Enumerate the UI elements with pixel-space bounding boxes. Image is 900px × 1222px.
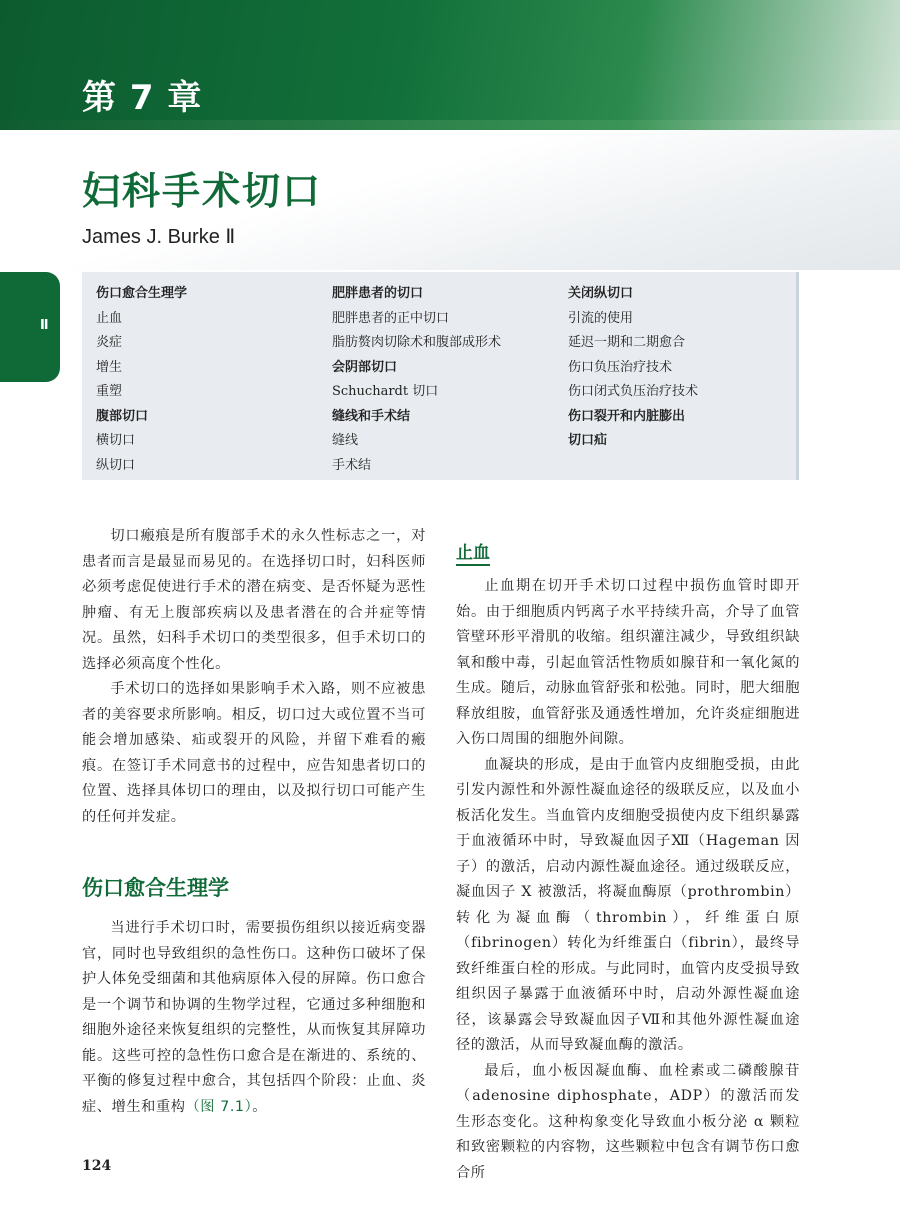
hemostasis-paragraph-2: 血凝块的形成，是由于血管内皮细胞受损，由此引发内源性和外源性凝血途径的级联反应，以及血小板活化发生。当血管内皮细胞受损使内皮下组织暴露于血液循环中时，导致凝血因子Ⅻ（Hageman 因子）的激活，启动内源性凝血途径。通过级联反应，凝血因子 X 被激活，将凝血酶原（prothrombin）转化为凝血酶（thrombin），纤维蛋白原（fibrinogen）转化为纤维蛋白（fibrin），最终导致纤维蛋白栓的形成。与此同时，血管内皮受损导致组织因子暴露于血液循环中时，启动外源性凝血途径，该暴露会导致凝血因子Ⅶ和其他外源性凝血途径的激活，从而导致凝血酶的激活。 — [456, 756, 800, 1053]
figure-reference-link[interactable]: （图 7.1） — [185, 1098, 253, 1115]
part-side-tab — [0, 272, 60, 382]
outline-subitem: 脂肪赘肉切除术和腹部成形术 — [332, 335, 502, 350]
outline-heading: 切口疝 — [568, 433, 608, 448]
outline-heading: 关闭纵切口 — [568, 286, 634, 301]
hemostasis-text — [456, 574, 800, 1186]
outline-column-2 — [332, 282, 501, 478]
outline-column-1 — [96, 282, 187, 478]
intro-paragraph-1: 切口瘢痕是所有腹部手术的永久性标志之一，对患者而言是最显而易见的。在选择切口时，妇科医师必须考虑促使进行手术的潜在病变、是否怀疑为恶性肿瘤、有无上腹部疾病以及患者潜在的合并症等情况。虽然，妇科手术切口的类型很多，但手术切口的选择必须高度个性化。 — [82, 528, 426, 672]
outline-heading: 腹部切口 — [96, 408, 149, 424]
outline-subitem: 伤口闭式负压治疗技术 — [568, 384, 699, 399]
outline-heading: 伤口裂开和内脏膨出 — [568, 408, 686, 424]
wound-healing-paragraph — [82, 916, 426, 1120]
outline-subitem: 增生 — [96, 359, 123, 375]
author-name: James J. Burke Ⅱ — [82, 226, 236, 248]
outline-heading: 肥胖患者的切口 — [332, 286, 424, 301]
outline-subitem: 伤口负压治疗技术 — [568, 359, 673, 375]
wound-healing-body: 当进行手术切口时，需要损伤组织以接近病变器官，同时也导致组织的急性伤口。这种伤口破坏了保护人体免受细菌和其他病原体入侵的屏障。伤口愈合是一个调节和协调的生物学过程，它通过多种细胞和细胞外途径来恢复组织的完整性，从而恢复其屏障功能。这些可控的急性伤口愈合是在渐进的、系统的、平衡的修复过程中愈合，其包括四个阶段：止血、炎症、增生和重构 — [82, 920, 426, 1115]
outline-subitem: 手术结 — [332, 457, 372, 473]
outline-subitem: 缝线 — [332, 433, 359, 448]
wound-healing-text — [82, 916, 426, 1120]
chapter-number: 第 7 章 — [82, 78, 203, 118]
outline-column-3 — [568, 282, 698, 454]
page-number: 124 — [82, 1158, 112, 1174]
sentence-end: 。 — [252, 1098, 268, 1115]
outline-subitem: 炎症 — [96, 335, 123, 350]
outline-heading: 伤口愈合生理学 — [96, 286, 188, 301]
hemostasis-paragraph-3: 最后，血小板因凝血酶、血栓素或二磷酸腺苷（adenosine diphosphate，ADP）的激活而发生形态变化。这种构象变化导致血小板分泌 α 颗粒和致密颗粒的内容物，这些颗粒中包含有调节伤口愈合所 — [456, 1062, 800, 1181]
outline-subitem: 横切口 — [96, 433, 136, 448]
outline-subitem: 止血 — [96, 310, 123, 326]
outline-subitem: 引流的使用 — [568, 310, 634, 326]
outline-subitem: 肥胖患者的正中切口 — [332, 310, 450, 326]
outline-heading: 会阴部切口 — [332, 359, 398, 375]
intro-text — [82, 524, 426, 830]
intro-paragraph-2: 手术切口的选择如果影响手术入路，则不应被患者的美容要求所影响。相反，切口过大或位置不当可能会增加感染、疝或裂开的风险，并留下难看的瘢痕。在签订手术同意书的过程中，应告知患者切口的位置、选择具体切口的理由，以及拟行切口可能产生的任何并发症。 — [82, 681, 426, 825]
chapter-title: 妇科手术切口 — [82, 169, 323, 213]
subsection-heading-hemostasis: 止血 — [456, 538, 490, 566]
outline-subitem: 延迟一期和二期愈合 — [568, 335, 686, 350]
chapter-outline-box — [82, 272, 799, 480]
section-heading-wound-healing: 伤口愈合生理学 — [82, 876, 229, 900]
outline-heading: 缝线和手术结 — [332, 408, 411, 424]
outline-subitem: 纵切口 — [96, 457, 136, 473]
outline-subitem: Schuchardt 切口 — [332, 384, 439, 399]
part-number: Ⅱ — [40, 318, 49, 333]
hemostasis-paragraph-1: 止血期在切开手术切口过程中损伤血管时即开始。由于细胞质内钙离子水平持续升高，介导了血管管壁环形平滑肌的收缩。组织灌注减少，导致组织缺氧和酸中毒，引起血管活性物质如腺苷和一氧化氮的生成。随后，动脉血管舒张和松弛。同时，肥大细胞释放组胺，血管舒张及通透性增加，允许炎症细胞进入伤口周围的细胞外间隙。 — [456, 578, 800, 747]
outline-subitem: 重塑 — [96, 384, 123, 399]
